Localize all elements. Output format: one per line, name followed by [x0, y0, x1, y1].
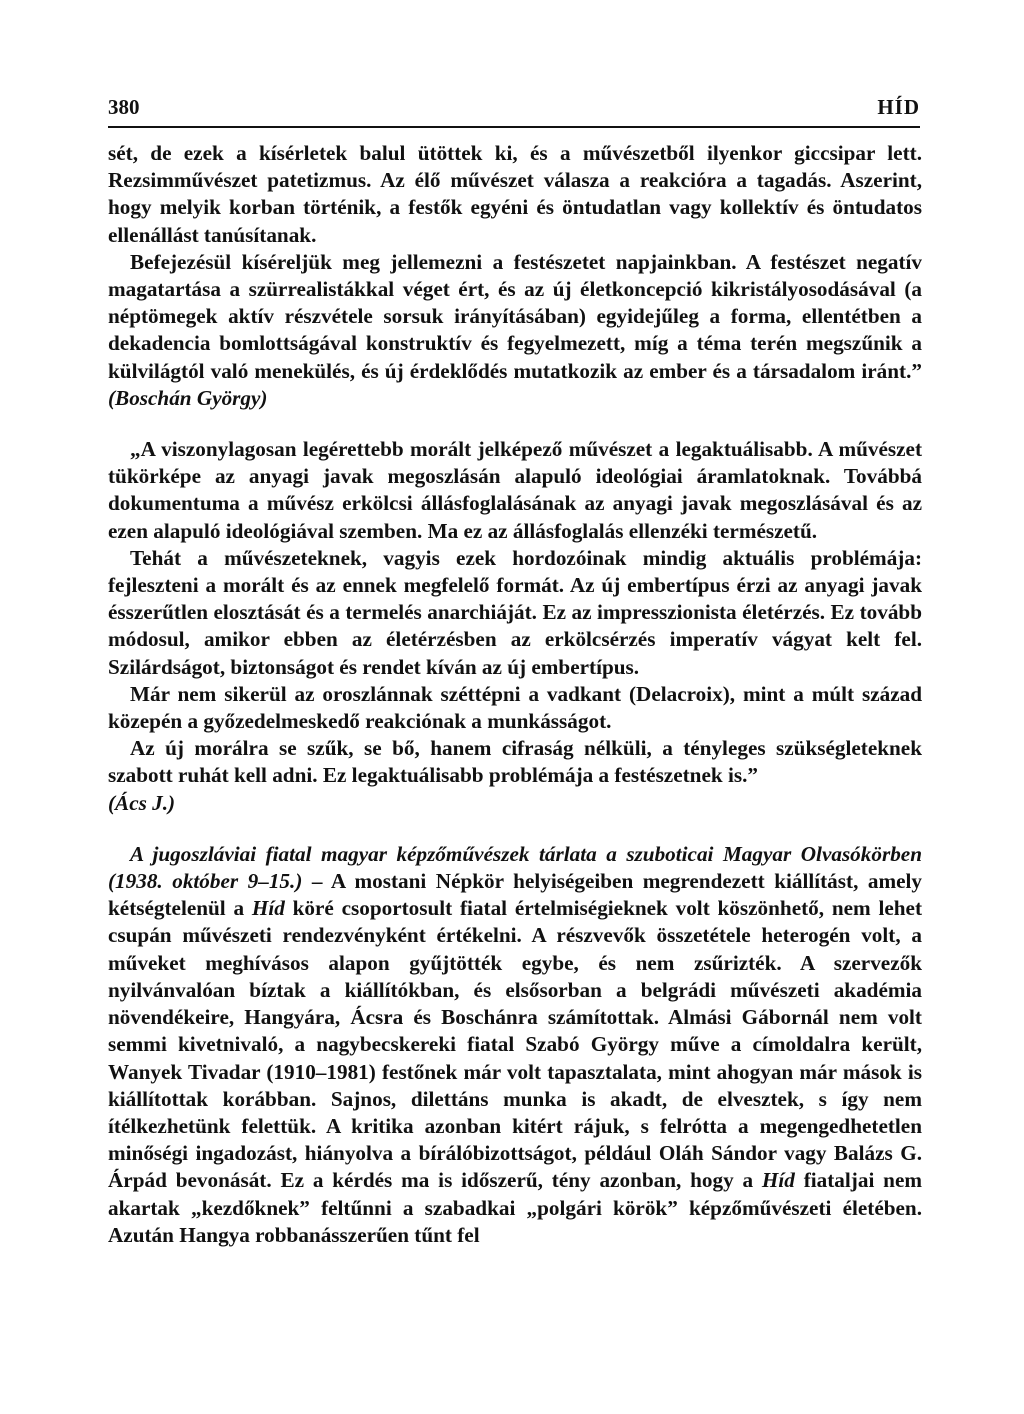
paragraph-text: köré csoportosult fiatal értelmiségieknek volt köszönhető, nem lehet csupán művészeti rendezvényként értékelni. A részvevők összetétele heterogén volt, a műveket meghívásos alapon gyűjtötték egybe, és nem zsűrizték. A szervezők nyilvánvalóan bíztak a kiállítókban, és elsősorban a belgrádi művészeti akadémia növendékeire, Hangyára, Ácsra és Boschánra számítottak. Almási Gábornál nem volt semmi kivetnivaló, a nagybecskereki fiatal Szabó György műve a címoldalra került, Wanyek Tivadar (1910–1981) festőnek már volt tapasztalata, mint ahogyan már mások is kiállítottak korábban. Sajnos, dilettáns munka is akadt, de elvesztek, s így nem ítélkezhetünk felettük. A kritika azonban kitért rájuk, s felrótta a megengedhetetlen minőségi ingadozást, hiányolva a bírálóbizottságot, például Oláh Sándor vagy Balázs G. Árpád bevonását. Ez a kérdés ma is időszerű, tény azonban, hogy a — [108, 896, 922, 1193]
paragraph-text: Az új morálra se szűk, se bő, hanem cifraság nélküli, a tényleges szükségleteknek szabott ruhát kell adni. Ez legaktuálisabb problémája a festészetnek is.” — [108, 736, 922, 788]
paragraph — [108, 436, 922, 545]
paragraph-text: sét, de ezek a kísérletek balul ütöttek ki, és a művészetből ilyenkor giccsipar lett. Rezsimművészet patetizmus. Az élő művészet válasza a reakcióra a tagadás. Aszerint, hogy melyik korban történik, a festők egyéni és öntudatlan vagy kollektív és öntudatos ellenállást tanúsítanak. — [108, 141, 922, 247]
paragraph — [108, 249, 922, 412]
paragraph-text: – A mostani Népkör helyiségeiben megrendezett kiállítást, amely kétségtelenül a — [108, 869, 922, 921]
paragraph-text: Tehát a művészeteknek, vagyis ezek hordozóinak mindig aktuális problémája: fejleszteni a morált és az ennek megfelelő formát. Az új embertípus érzi az anyagi javak ésszerűtlen elosztását és a termelés anarchiáját. Ez az impresszionista életérzés. Ez tovább módosul, amikor ebben az életérzésben az erkölcsérzés imperatív vágyat kelt fel. Szilárdságot, biztonságot és rendet kíván az új embertípus. — [108, 545, 922, 679]
paragraph-text: Befejezésül kíséreljük meg jellemezni a festészetet napjainkban. A festészet negatív magatartása a szürrealistákkal véget ért, és az új életkoncepció kikristályosodásával (a néptömegek aktív részvétele sorsuk irányításában) egyidejűleg a forma, ellentétben a dekadencia bomlottságával konstruktív és fegyelmezett, míg a téma terén megszűnik a külvilágtól való menekülés, és új érdeklődés mutatkozik az ember és a társadalom iránt.” — [108, 249, 922, 383]
paragraph — [108, 545, 922, 681]
page-number: 380 — [108, 95, 140, 119]
body-text — [108, 140, 922, 1249]
paragraph — [108, 735, 922, 817]
running-title: HÍD — [877, 95, 920, 119]
attribution: (Ács J.) — [108, 790, 176, 815]
paragraph-text: fiataljai nem akartak „kezdőknek” feltűnni a szabadkai „polgári körök” képzőművészeti életében. Azután Hangya robbanásszerűen tűnt fel — [108, 1168, 922, 1247]
journal-name: Híd — [251, 896, 285, 921]
paragraph — [108, 841, 922, 1249]
paragraph — [108, 140, 922, 249]
paragraph-text: Már nem sikerül az oroszlánnak széttépni a vadkant (Delacroix), mint a múlt század közepén a győzedelmeskedő reakciónak a munkásságot. — [108, 681, 922, 734]
attribution: (Boschán György) — [108, 385, 268, 410]
paragraph-text: „A viszonylagosan legérettebb morált jelképező művészet a legaktuálisabb. A művészet tükörképe az anyagi javak megoszlásán alapuló ideológiai áramlatoknak. Továbbá dokumentuma a művész erkölcsi állásfoglalásának az anyagi javak megoszlásával és az ezen alapuló ideológiával szemben. Ma ez az állásfoglalás ellenzéki természetű. — [108, 437, 922, 543]
section-title: A jugoszláviai fiatal magyar képzőművészek tárlata a szuboticai Magyar Olvasókörben (1938. október 9–15.) — [108, 841, 922, 894]
paragraph — [108, 681, 922, 735]
page-header — [108, 96, 920, 128]
journal-name: Híd — [761, 1168, 795, 1193]
